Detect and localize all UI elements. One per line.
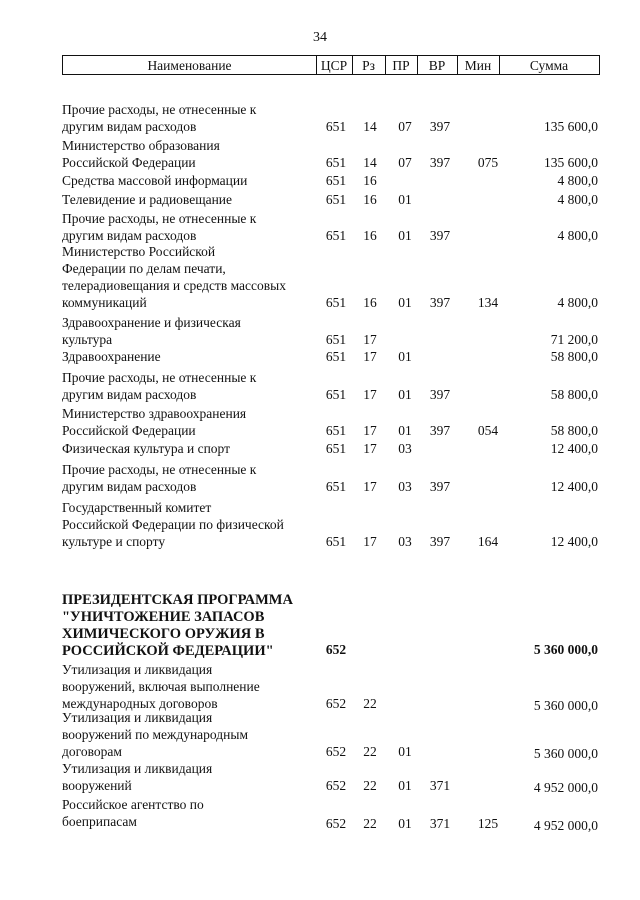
row-rz: 17 [363, 441, 377, 456]
row-name: Прочие расходы, не отнесенные к другим видам расходов [62, 370, 257, 402]
row-rz: 22 [363, 744, 377, 759]
row-name: Министерство образования Российской Федерации [62, 138, 220, 170]
row-rz: 16 [363, 173, 377, 188]
header-name: Наименование [147, 58, 232, 73]
row-rz: 17 [363, 349, 377, 364]
row-vr: 397 [429, 228, 451, 243]
row-name: Российское агентство по боеприпасам [62, 797, 204, 829]
row-sum: 135 600,0 [544, 155, 598, 170]
row-sum: 71 200,0 [550, 332, 598, 347]
row-vr: 371 [429, 816, 451, 831]
row-name: Средства массовой информации [62, 173, 248, 188]
row-pr: 03 [398, 534, 412, 549]
row-sum: 135 600,0 [544, 119, 598, 134]
row-csr: 651 [325, 192, 347, 207]
row-pr: 01 [398, 816, 412, 831]
row-sum: 4 952 000,0 [533, 780, 598, 795]
row-pr: 01 [398, 744, 412, 759]
row-sum: 12 400,0 [550, 441, 598, 456]
row-rz: 16 [363, 192, 377, 207]
row-sum: 5 360 000,0 [533, 698, 598, 713]
row-csr: 651 [325, 387, 347, 402]
row-csr: 651 [325, 423, 347, 438]
row-pr: 01 [398, 423, 412, 438]
row-vr: 397 [429, 119, 451, 134]
header-pr: ПР [392, 58, 410, 73]
row-name: Министерство Российской Федерации по делам печати, телерадиовещания и средств массовых коммуникаций [62, 244, 286, 310]
row-csr: 652 [325, 696, 347, 711]
row-rz: 17 [363, 479, 377, 494]
row-rz: 14 [363, 155, 377, 170]
row-sum: 4 952 000,0 [533, 818, 598, 833]
row-sum: 12 400,0 [550, 479, 598, 494]
row-csr: 652 [325, 744, 347, 759]
row-pr: 01 [398, 192, 412, 207]
row-pr: 03 [398, 441, 412, 456]
row-sum: 5 360 000,0 [533, 642, 598, 657]
row-vr: 397 [429, 423, 451, 438]
row-pr: 07 [398, 155, 412, 170]
row-csr: 651 [325, 349, 347, 364]
row-csr: 651 [325, 228, 347, 243]
row-vr: 397 [429, 387, 451, 402]
row-name: Утилизация и ликвидация вооружений по международным договорам [62, 710, 248, 759]
row-csr: 651 [325, 479, 347, 494]
table-header [62, 55, 600, 75]
program-title: ПРЕЗИДЕНТСКАЯ ПРОГРАММА "УНИЧТОЖЕНИЕ ЗАПАСОВ ХИМИЧЕСКОГО ОРУЖИЯ В РОССИЙСКОЙ ФЕДЕРАЦИИ" [62, 592, 293, 659]
row-rz: 17 [363, 332, 377, 347]
row-name: Здравоохранение и физическая культура [62, 315, 241, 347]
row-rz: 17 [363, 387, 377, 402]
row-name: Прочие расходы, не отнесенные к другим видам расходов [62, 462, 257, 494]
row-pr: 01 [398, 778, 412, 793]
row-name: Здравоохранение [62, 349, 161, 364]
row-csr: 651 [325, 295, 347, 310]
row-name: Государственный комитет Российской Федерации по физической культуре и спорту [62, 500, 284, 549]
row-vr: 397 [429, 155, 451, 170]
row-csr: 651 [325, 155, 347, 170]
row-name: Прочие расходы, не отнесенные к другим видам расходов [62, 102, 257, 134]
row-pr: 01 [398, 295, 412, 310]
row-csr: 651 [325, 332, 347, 347]
row-min: 164 [477, 534, 499, 549]
row-rz: 22 [363, 696, 377, 711]
header-min: Мин [464, 58, 492, 73]
row-name: Утилизация и ликвидация вооружений [62, 761, 213, 793]
row-sum: 5 360 000,0 [533, 746, 598, 761]
row-csr: 652 [325, 778, 347, 793]
row-pr: 01 [398, 387, 412, 402]
row-csr: 652 [325, 816, 347, 831]
row-pr: 01 [398, 349, 412, 364]
row-sum: 4 800,0 [557, 173, 598, 188]
row-vr: 397 [429, 479, 451, 494]
row-pr: 07 [398, 119, 412, 134]
row-csr: 651 [325, 173, 347, 188]
row-rz: 16 [363, 295, 377, 310]
row-sum: 4 800,0 [557, 228, 598, 243]
row-rz: 14 [363, 119, 377, 134]
row-rz: 22 [363, 778, 377, 793]
row-rz: 17 [363, 423, 377, 438]
header-sum: Сумма [529, 58, 569, 73]
header-rz: Рз [362, 58, 375, 73]
row-min: 054 [477, 423, 499, 438]
row-vr: 397 [429, 295, 451, 310]
row-name: Прочие расходы, не отнесенные к другим видам расходов [62, 211, 257, 243]
row-csr: 651 [325, 534, 347, 549]
row-sum: 4 800,0 [557, 295, 598, 310]
row-csr: 651 [325, 441, 347, 456]
row-name: Министерство здравоохранения Российской Федерации [62, 406, 247, 438]
row-rz: 16 [363, 228, 377, 243]
row-sum: 58 800,0 [550, 387, 598, 402]
row-min: 075 [477, 155, 499, 170]
header-csr: ЦСР [320, 58, 348, 73]
row-sum: 58 800,0 [550, 423, 598, 438]
row-sum: 58 800,0 [550, 349, 598, 364]
page-number: 34 [313, 30, 327, 45]
row-vr: 371 [429, 778, 451, 793]
row-name: Утилизация и ликвидация вооружений, включая выполнение международных договоров [62, 662, 260, 711]
row-pr: 01 [398, 228, 412, 243]
row-csr: 651 [325, 119, 347, 134]
row-name: Физическая культура и спорт [62, 441, 231, 456]
row-pr: 03 [398, 479, 412, 494]
row-min: 125 [477, 816, 499, 831]
row-min: 134 [477, 295, 499, 310]
row-rz: 17 [363, 534, 377, 549]
header-vr: ВР [428, 58, 446, 73]
row-csr: 652 [325, 642, 347, 657]
row-sum: 12 400,0 [550, 534, 598, 549]
row-sum: 4 800,0 [557, 192, 598, 207]
row-name: Телевидение и радиовещание [62, 192, 233, 207]
row-rz: 22 [363, 816, 377, 831]
row-vr: 397 [429, 534, 451, 549]
